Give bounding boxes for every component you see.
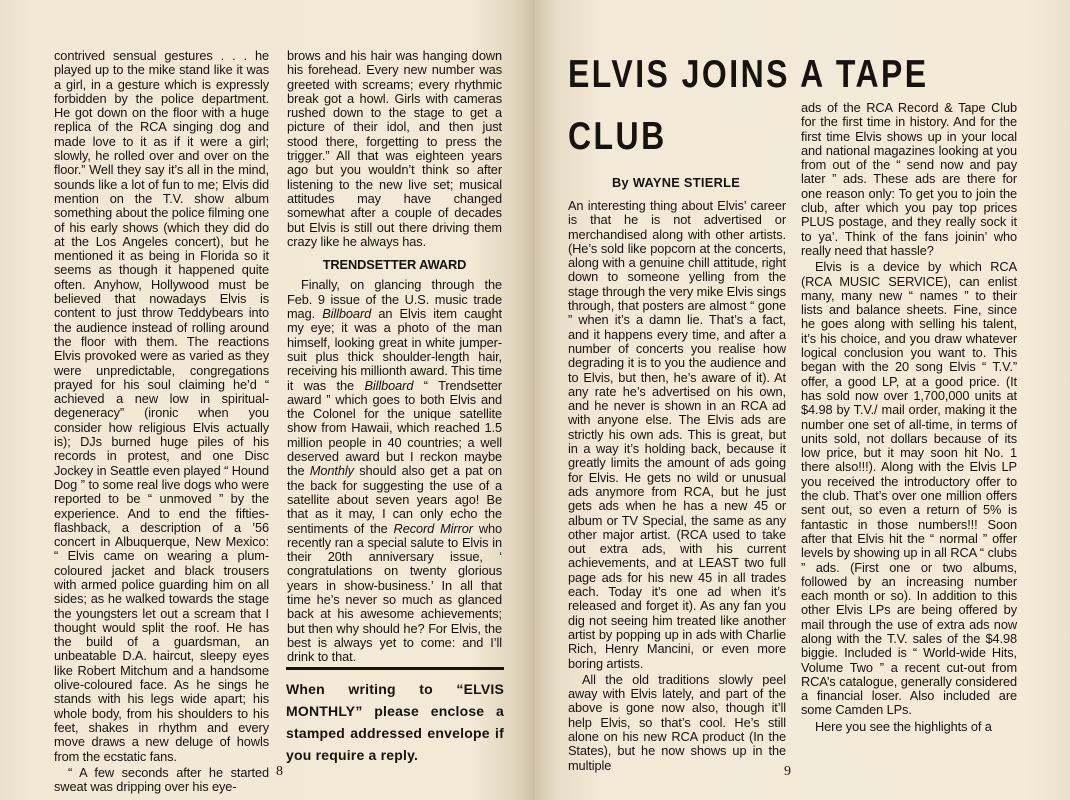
paragraph: “ A few seconds after he started sweat was dripping over his eye- xyxy=(54,764,269,795)
text-run: an Elvis item caught my eye; it was a photo of the man himself, looking great in white jumper-suit plus thick shoulder-length hair, receiving his millionth award. This time it was the xyxy=(287,306,502,393)
headline-line: CLUB xyxy=(568,115,667,158)
paragraph: Elvis is a device by which RCA (RCA MUSIC SERVICE), can enlist many, many new “ names ” to their lists and balance sheets. Fine, since he goes along with selling his talent, it’s his choice, and you draw whatever logical conclusion you want to. This began with the 20 song Elvis “ T.V.” offer, a good LP, at a good price. (It has sold now over 1,700,000 units at $4.98 by T.V./ mail order, making it the number one set of all-time, in terms of units sold, not dollars because of its low price, but it may soon hit No. 1 there also!!!). Along with the Elvis LP you received the introductory offer to the club. That’s over one million offers sent out, so even a return of 5% is fantastic in those numbers!!! Soon after that Elvis hit the “ normal ” offer levels by showing up in all RCA “ clubs ” ads. (First one or two albums, followed by an increasing number each month or so). In addition to this other Elvis LPs are being offered by mail through the use of extra ads now along with the T.V. sales of the $4.98 biggie. Included is “ World-wide Hits, Volume Two ” a recent cut-out from RCA’s catalogue, generally considered a financial loser. Also included are some Camden LPs. xyxy=(801,259,1017,718)
paragraph: ads of the RCA Record & Tape Club for the first time in history. And for the first time Elvis shows up in your local and national magazines looking at you from out of the “ send now and pay later ” ads. These ads are there for one reason only: To get you to join the club, after which you pay top prices PLUS postage, and they really sock it to ya’. Think of the fans joinin’ who really need that hassle? xyxy=(801,100,1017,258)
section-heading: TRENDSETTER AWARD xyxy=(322,257,467,273)
text-run: should also get a pat on the back for suggesting the use of a satellite about seven years ago! Be that as it may, I can only echo the sentiments of the xyxy=(287,463,502,536)
left-page-column-2 xyxy=(287,49,502,664)
publication-name: Billboard xyxy=(322,306,372,322)
paragraph: brows and his hair was hanging down his forehead. Every new number was greeted with screams; every rhythmic break got a howl. Girls with cameras rushed down to the stage to get a picture of their idol, and then just stood there, forgetting to press the trigger.” All that was eighteen years ago but you wouldn’t think so after listening to the new live set; musical attitudes may have changed somewhat after a couple of decades but Elvis is still out there driving them crazy like he always has. xyxy=(287,48,502,249)
paragraph xyxy=(287,278,502,664)
publication-name: Billboard xyxy=(364,377,414,393)
headline-line: ELVIS JOINS A TAPE xyxy=(568,53,929,96)
notice-box: When writing to “ELVIS MONTHLY” please enclose a stamped addressed envelope if you require a reply. xyxy=(286,667,504,766)
page-number: 8 xyxy=(276,764,283,779)
left-page-column-1 xyxy=(54,49,269,794)
paragraph: An interesting thing about Elvis’ career is that he is not advertised or merchandised along with other artists. (He’s sold like popcorn at the concerts, along with a genuine chill attitude, right down to someone yelling from the stage through the very mike Elvis sings through, that posters are almost “ gone ” when it’s a damn lie. That’s a fact, and it happens every time, and after a number of concerts you realise how degrading it is to you the audience and to Elvis, but then, he’s aware of it). At any rate he’s advertised on his own, and he never is shown in an RCA ad with anyone else. The Elvis ads are strictly his own ads. This is great, but in a way it’s holding back, because it greatly limits the amount of ads going for Elvis. He gets no wild or unusual ads anymore from RCA, but he just gets ads when he has a new 45 or album or TV Special, the same as any other major artist. (RCA used to take out extra ads, with his current achievements, and at LEAST two full page ads for his new 45 in all trades each. Today it’s one ad when it’s released and forget it). As any fan you dig not seeing him treated like another artist by popping up in ads with Charlie Rich, Henry Mancini, or even more boring artists. xyxy=(568,198,787,671)
publication-name: Record Mirror xyxy=(393,520,473,536)
publication-name: Monthly xyxy=(309,463,354,479)
right-page-column-2 xyxy=(801,101,1017,734)
byline: By WAYNE STIERLE xyxy=(612,175,741,190)
paragraph: Here you see the highlights of a xyxy=(815,718,992,734)
paragraph: contrived sensual gestures . . . he played up to the mike stand like it was a girl, in a gesture which is expressly forbidden by the police department. He got down on the floor with a huge replica of the RCA singing dog and made love to it as if it were a girl; slowly, he rolled over and over on the floor.” Well they say it’s all in the mind, sounds like a lot of fun to me; Elvis did mention on the T.V. show album something about the police filming one of his early shows (which they did do at the Los Angeles concert), but he mentioned it as being in Florida so it seems as though it happened quite often. Anyhow, Hollywood must be believed that nowadays Elvis is content to just throw Teddybears into the audience instead of rolling around the floor with them. The reactions Elvis provoked were as varied as they were unpredictable, congregations prayed for his soul claiming he’d “ achieved a new low in spiritual-degeneracy” (ironic when you consider how religious Elvis actually is); DJs burned huge piles of his records in protest, and one Disc Jockey in Seattle even played “ Hound Dog ” to some real live dogs who were reported to be “ unmoved ” by the experience. And to end the fifties-flashback, a description of a ’56 concert in Albuquerque, New Mexico: “ Elvis came on wearing a plum-coloured jacket and black trousers with armed police guarding him on all sides; as he walked towards the stage the youngsters let out a scream that I thought would split the roof. He has the build of a guardsman, an unbeatable D.A. haircut, sleepy eyes like Robert Mitchum and a handsome olive-coloured face. As he sings he stands with his legs wide apart; his whole body, from his shoulders to his feet, shakes in rhythm and every move draws a new deluge of howls from the ecstatic fans. xyxy=(54,48,269,764)
text-run: who recently ran a special salute to Elvis in their 20th anniversary issue, ‘ congratulations on twenty glorious years in show-business.’ In all that time he’s never so much as glanced back at his awesome achievements; but then why should he? For Elvis, the best is always yet to come: and I’ll drink to that. xyxy=(287,520,502,665)
text-run: Finally, on glancing through the Feb. 9 issue of the U.S. music trade mag. xyxy=(287,277,502,322)
right-page-column-1 xyxy=(568,199,786,773)
text-run: “ Trendsetter award ” which goes to both Elvis and the Colonel for the unique satellite show from Hawaii, which reached 1.5 million people in 40 countries; a well deserved award but I reckon maybe the xyxy=(287,377,502,479)
paragraph: All the old traditions slowly peel away with Elvis lately, and part of the above is gone now also, though it’ll help Elvis, so that’s cool. He’s still alone on his new RCA product (In the States), but he now shows up in the multiple xyxy=(568,671,786,773)
page-number: 9 xyxy=(784,764,791,779)
